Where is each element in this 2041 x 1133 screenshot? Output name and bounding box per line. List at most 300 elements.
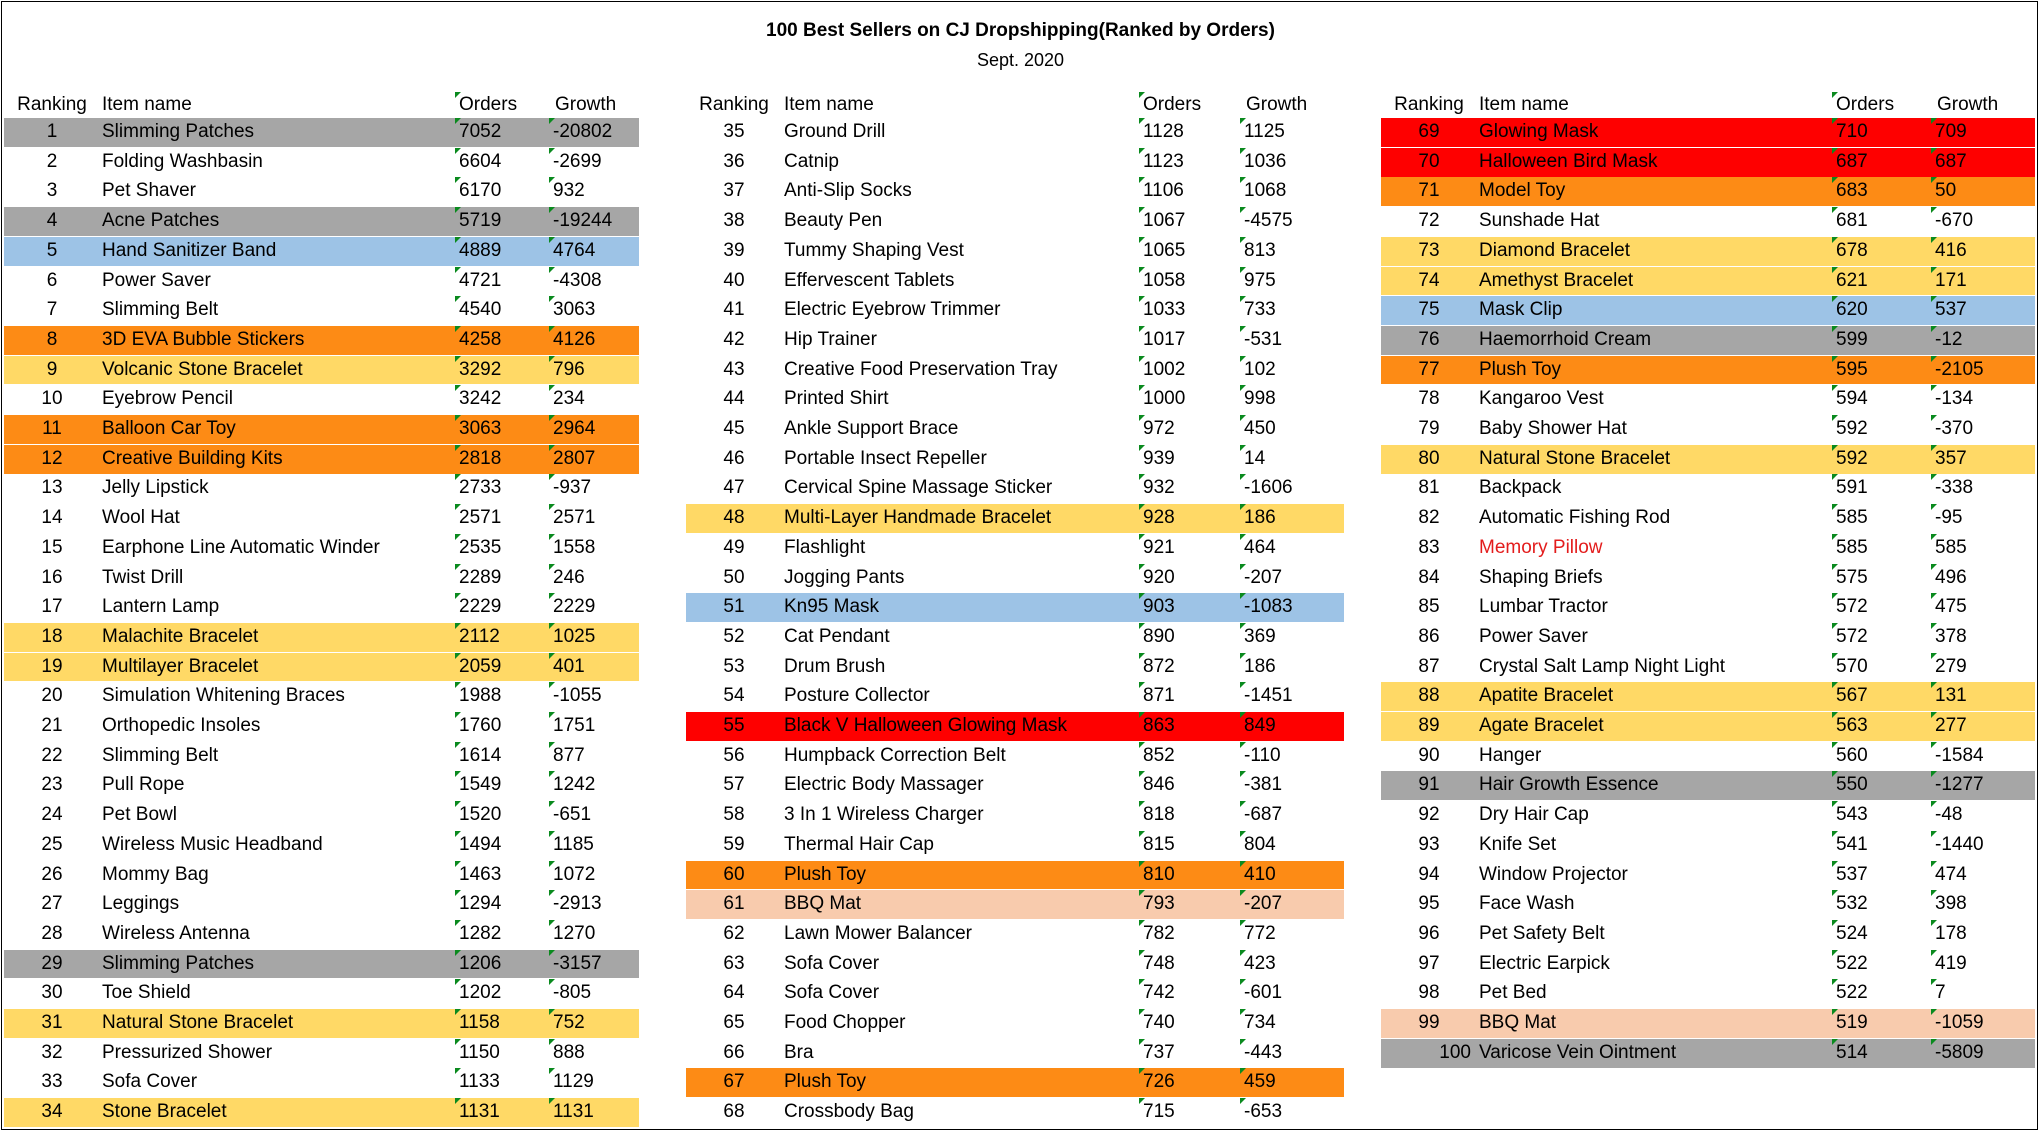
rank-cell: 30 <box>41 982 63 1004</box>
growth-cell <box>1931 653 2035 682</box>
growth-value: 2571 <box>553 507 596 529</box>
orders-cell <box>1832 623 1931 652</box>
orders-value: 890 <box>1143 625 1175 647</box>
growth-value: 369 <box>1244 625 1276 647</box>
growth-value: 459 <box>1244 1071 1276 1093</box>
cell-marker-icon <box>1832 593 1838 599</box>
orders-value: 793 <box>1143 893 1175 915</box>
orders-cell <box>1832 831 1931 860</box>
orders-value: 1123 <box>1143 150 1184 172</box>
orders-cell <box>1832 474 1931 503</box>
cell-marker-icon <box>1139 920 1145 926</box>
header-item: Item name <box>784 94 874 115</box>
table-row <box>4 890 639 919</box>
growth-cell <box>549 415 639 444</box>
cell-marker-icon <box>549 207 555 213</box>
growth-cell <box>549 623 639 652</box>
cell-marker-icon <box>1832 385 1838 391</box>
orders-cell <box>1139 1009 1240 1038</box>
orders-value: 550 <box>1836 774 1868 796</box>
cell-marker-icon <box>549 593 555 599</box>
orders-value: 678 <box>1836 239 1868 261</box>
orders-value: 595 <box>1836 358 1868 380</box>
growth-value: 537 <box>1935 299 1967 321</box>
header-orders: Orders <box>455 92 549 118</box>
table-row <box>686 267 1344 296</box>
growth-value: -443 <box>1244 1041 1283 1063</box>
cell-marker-icon <box>455 356 461 362</box>
rank-cell: 57 <box>723 774 745 796</box>
header-growth: Growth <box>1246 94 1308 115</box>
table-row <box>686 356 1344 385</box>
growth-cell <box>1931 148 2035 177</box>
item-name-cell: Apatite Bracelet <box>1479 685 1614 707</box>
orders-cell <box>1139 267 1240 296</box>
cell-marker-icon <box>455 118 461 124</box>
table-row <box>4 979 639 1008</box>
cell-marker-icon <box>1240 1068 1246 1074</box>
table-row <box>4 445 639 474</box>
growth-value: 1068 <box>1244 180 1287 202</box>
growth-value: 279 <box>1935 655 1967 677</box>
rank-cell: 51 <box>723 596 745 618</box>
rank-cell: 42 <box>723 328 745 350</box>
cell-marker-icon <box>1139 564 1145 570</box>
cell-marker-icon <box>1931 950 1937 956</box>
cell-marker-icon <box>549 445 555 451</box>
growth-cell <box>1240 1098 1344 1127</box>
table-row <box>686 623 1344 652</box>
cell-marker-icon <box>1931 742 1937 748</box>
orders-value: 567 <box>1836 685 1868 707</box>
orders-cell <box>1139 118 1240 147</box>
cell-marker-icon <box>549 623 555 629</box>
table-row <box>1381 237 2035 266</box>
cell-marker-icon <box>1139 1098 1145 1104</box>
cell-marker-icon <box>1139 267 1145 273</box>
orders-cell <box>1832 356 1931 385</box>
table-row <box>686 177 1344 206</box>
cell-marker-icon <box>549 474 555 480</box>
orders-cell <box>1832 534 1931 563</box>
cell-marker-icon <box>1931 771 1937 777</box>
growth-cell <box>1240 920 1344 949</box>
cell-marker-icon <box>1931 385 1937 391</box>
cell-marker-icon <box>1240 979 1246 985</box>
rank-cell: 56 <box>723 744 745 766</box>
growth-cell <box>1931 831 2035 860</box>
growth-value: -531 <box>1244 328 1283 350</box>
rank-cell: 4 <box>46 210 58 232</box>
item-name-cell: Sofa Cover <box>784 982 880 1004</box>
cell-marker-icon <box>455 920 461 926</box>
cell-marker-icon <box>1139 801 1145 807</box>
rank-cell: 35 <box>723 121 745 142</box>
table-row <box>1381 356 2035 385</box>
item-name-cell: Baby Shower Hat <box>1479 418 1627 439</box>
orders-value: 575 <box>1836 566 1868 588</box>
table-row <box>4 801 639 830</box>
orders-cell <box>455 682 549 711</box>
growth-value: -381 <box>1244 774 1283 796</box>
rank-cell: 89 <box>1418 715 1440 736</box>
item-name-cell: Crossbody Bag <box>784 1101 914 1123</box>
header-orders: Orders <box>1139 92 1240 118</box>
table-row <box>686 326 1344 355</box>
item-name-cell: Cat Pendant <box>784 625 890 647</box>
orders-value: 2571 <box>459 507 502 529</box>
rank-cell: 32 <box>41 1041 63 1063</box>
orders-cell <box>1832 1039 1931 1068</box>
cell-marker-icon <box>549 1039 555 1045</box>
growth-value: -110 <box>1244 744 1281 766</box>
orders-value: 1206 <box>459 952 502 974</box>
cell-marker-icon <box>1139 979 1145 985</box>
item-name-cell: Multi-Layer Handmade Bracelet <box>784 507 1052 529</box>
growth-cell <box>549 653 639 682</box>
cell-marker-icon <box>549 237 555 243</box>
growth-value: 419 <box>1935 952 1967 974</box>
growth-cell <box>1240 742 1344 771</box>
cell-marker-icon <box>455 742 461 748</box>
cell-marker-icon <box>1240 415 1246 421</box>
cell-marker-icon <box>549 682 555 688</box>
table-row <box>4 682 639 711</box>
item-name-cell: Hand Sanitizer Band <box>102 239 277 261</box>
orders-cell <box>1139 920 1240 949</box>
cell-marker-icon <box>1832 623 1838 629</box>
orders-cell <box>1139 742 1240 771</box>
table-row <box>1381 118 2035 147</box>
orders-value: 740 <box>1143 1012 1175 1033</box>
growth-cell <box>1931 801 2035 830</box>
rank-cell: 22 <box>41 744 63 766</box>
rank-cell: 46 <box>723 447 745 469</box>
cell-marker-icon <box>455 950 461 956</box>
orders-value: 1065 <box>1143 239 1186 261</box>
cell-marker-icon <box>549 326 555 332</box>
item-name-cell: Plush Toy <box>784 1071 867 1093</box>
header-growth: Growth <box>1937 94 1999 115</box>
orders-value: 594 <box>1836 388 1868 410</box>
cell-marker-icon <box>1832 415 1838 421</box>
orders-value: 2059 <box>459 655 502 677</box>
orders-value: 570 <box>1836 655 1868 677</box>
rank-cell: 49 <box>723 536 745 558</box>
table-row <box>4 177 639 206</box>
header-growth: Growth <box>555 94 617 115</box>
rank-cell: 21 <box>41 715 63 736</box>
item-name-cell: Effervescent Tablets <box>784 269 955 291</box>
orders-value: 543 <box>1836 804 1868 826</box>
growth-cell <box>1240 326 1344 355</box>
item-name-cell: Twist Drill <box>102 566 184 588</box>
growth-value: 888 <box>553 1041 585 1063</box>
cell-marker-icon <box>1832 1009 1838 1015</box>
cell-marker-icon <box>455 445 461 451</box>
table-row <box>1381 742 2035 771</box>
cell-marker-icon <box>1240 623 1246 629</box>
cell-marker-icon <box>455 564 461 570</box>
item-name-cell: Memory Pillow <box>1479 536 1603 558</box>
item-name-cell: Volcanic Stone Bracelet <box>102 358 303 380</box>
cell-marker-icon <box>1832 326 1838 332</box>
rank-cell: 36 <box>723 150 745 172</box>
table-row <box>686 801 1344 830</box>
growth-cell <box>1240 682 1344 711</box>
item-name-cell: Power Saver <box>102 269 211 291</box>
growth-value: -19244 <box>553 210 613 232</box>
cell-marker-icon <box>1240 950 1246 956</box>
comment-marker-icon <box>455 92 461 98</box>
orders-cell <box>1832 237 1931 266</box>
growth-cell <box>549 385 639 414</box>
growth-cell <box>549 445 639 474</box>
orders-cell <box>455 267 549 296</box>
cell-marker-icon <box>455 831 461 837</box>
item-name-cell: Hair Growth Essence <box>1479 774 1659 796</box>
cell-marker-icon <box>455 1009 461 1015</box>
rank-cell: 59 <box>723 833 745 855</box>
orders-cell <box>1139 326 1240 355</box>
item-name-cell: Sunshade Hat <box>1479 210 1600 232</box>
growth-cell <box>549 1068 639 1097</box>
orders-value: 683 <box>1836 180 1868 202</box>
table-row <box>686 207 1344 236</box>
orders-value: 620 <box>1836 299 1868 321</box>
orders-cell <box>1139 1039 1240 1068</box>
cell-marker-icon <box>1931 564 1937 570</box>
cell-marker-icon <box>1139 118 1145 124</box>
growth-cell <box>549 712 639 741</box>
item-name-cell: Multilayer Bracelet <box>102 655 259 677</box>
cell-marker-icon <box>1240 682 1246 688</box>
growth-cell <box>549 564 639 593</box>
rank-cell: 7 <box>46 299 58 321</box>
cell-marker-icon <box>549 742 555 748</box>
table-row <box>4 1068 639 1097</box>
rank-cell: 19 <box>41 655 63 677</box>
orders-value: 1494 <box>459 833 502 855</box>
orders-value: 1106 <box>1143 180 1184 202</box>
table-row <box>4 831 639 860</box>
orders-cell <box>455 118 549 147</box>
cell-marker-icon <box>1240 237 1246 243</box>
orders-cell <box>455 356 549 385</box>
cell-marker-icon <box>1139 296 1145 302</box>
growth-cell <box>1240 504 1344 533</box>
item-name-cell: Halloween Bird Mask <box>1479 150 1658 172</box>
growth-value: -207 <box>1244 893 1283 915</box>
item-name-cell: Earphone Line Automatic Winder <box>102 536 380 558</box>
cell-marker-icon <box>549 356 555 362</box>
growth-value: 474 <box>1935 863 1967 885</box>
growth-value: -670 <box>1935 210 1974 232</box>
cell-marker-icon <box>1240 445 1246 451</box>
item-name-cell: Flashlight <box>784 536 866 558</box>
cell-marker-icon <box>549 415 555 421</box>
growth-value: -134 <box>1935 388 1974 410</box>
cell-marker-icon <box>1832 296 1838 302</box>
cell-marker-icon <box>1931 296 1937 302</box>
orders-cell <box>1139 979 1240 1008</box>
cell-marker-icon <box>1240 1009 1246 1015</box>
rank-cell: 2 <box>46 150 58 172</box>
growth-cell <box>1931 296 2035 325</box>
cell-marker-icon <box>1931 118 1937 124</box>
item-name-cell: Kangaroo Vest <box>1479 388 1604 410</box>
growth-value: -601 <box>1244 982 1283 1004</box>
orders-value: 818 <box>1143 804 1175 826</box>
orders-value: 537 <box>1836 863 1868 885</box>
orders-cell <box>1832 653 1931 682</box>
table-row <box>1381 920 2035 949</box>
growth-value: -48 <box>1935 804 1963 826</box>
growth-value: -1083 <box>1244 596 1293 618</box>
orders-cell <box>455 1098 549 1127</box>
cell-marker-icon <box>1931 356 1937 362</box>
table-row <box>686 861 1344 890</box>
orders-value: 782 <box>1143 922 1175 944</box>
growth-cell <box>1240 771 1344 800</box>
orders-cell <box>1139 861 1240 890</box>
orders-cell <box>1139 385 1240 414</box>
cell-marker-icon <box>549 385 555 391</box>
orders-cell <box>1139 801 1240 830</box>
growth-cell <box>1240 593 1344 622</box>
growth-value: 849 <box>1244 715 1276 736</box>
orders-cell <box>1139 831 1240 860</box>
table-row <box>4 920 639 949</box>
cell-marker-icon <box>455 326 461 332</box>
orders-value: 1002 <box>1143 358 1186 380</box>
item-name-cell: Mommy Bag <box>102 863 209 885</box>
orders-value: 541 <box>1836 833 1868 855</box>
growth-value: -5809 <box>1935 1041 1984 1063</box>
orders-cell <box>455 861 549 890</box>
cell-marker-icon <box>1139 623 1145 629</box>
item-name-cell: Jelly Lipstick <box>102 477 209 499</box>
table-row <box>1381 385 2035 414</box>
item-name-cell: Orthopedic Insoles <box>102 715 261 736</box>
orders-value: 7052 <box>459 121 502 142</box>
cell-marker-icon <box>1832 118 1838 124</box>
growth-value: 7 <box>1935 982 1946 1004</box>
rank-cell: 72 <box>1418 210 1440 232</box>
table-row <box>686 712 1344 741</box>
growth-cell <box>1240 267 1344 296</box>
item-name-cell: Sofa Cover <box>102 1071 198 1093</box>
orders-cell <box>1139 653 1240 682</box>
growth-value: 796 <box>553 358 585 380</box>
growth-value: -95 <box>1935 507 1963 529</box>
orders-value: 591 <box>1836 477 1868 499</box>
item-name-cell: Power Saver <box>1479 625 1588 647</box>
growth-cell <box>549 1098 639 1127</box>
growth-value: 1131 <box>553 1101 594 1123</box>
growth-cell <box>1240 356 1344 385</box>
rank-cell: 13 <box>41 477 63 499</box>
orders-cell <box>1832 148 1931 177</box>
growth-value: 975 <box>1244 269 1276 291</box>
table-row <box>1381 296 2035 325</box>
orders-cell <box>1832 385 1931 414</box>
table-row <box>4 771 639 800</box>
cell-marker-icon <box>549 979 555 985</box>
cell-marker-icon <box>455 474 461 480</box>
table-row <box>1381 890 2035 919</box>
rank-cell: 96 <box>1418 922 1440 944</box>
cell-marker-icon <box>1832 445 1838 451</box>
growth-cell <box>549 861 639 890</box>
table-row <box>686 1039 1344 1068</box>
growth-value: 2229 <box>553 596 596 618</box>
table-row <box>686 979 1344 1008</box>
growth-cell <box>549 979 639 1008</box>
header-item: Item name <box>1479 94 1569 115</box>
table-row <box>4 237 639 266</box>
rank-cell: 40 <box>723 269 745 291</box>
orders-cell <box>1139 148 1240 177</box>
orders-cell <box>455 564 549 593</box>
cell-marker-icon <box>1139 415 1145 421</box>
table-row <box>1381 801 2035 830</box>
orders-cell <box>455 771 549 800</box>
table-row <box>4 1039 639 1068</box>
orders-value: 1133 <box>459 1071 500 1093</box>
cell-marker-icon <box>455 534 461 540</box>
orders-cell <box>455 385 549 414</box>
orders-value: 852 <box>1143 744 1175 766</box>
cell-marker-icon <box>1240 801 1246 807</box>
growth-cell <box>1240 118 1344 147</box>
growth-cell <box>1240 653 1344 682</box>
item-name-cell: Malachite Bracelet <box>102 625 259 647</box>
orders-cell <box>455 415 549 444</box>
table-row <box>686 504 1344 533</box>
orders-value: 2818 <box>459 447 502 469</box>
rank-cell: 70 <box>1418 150 1440 172</box>
rank-cell: 25 <box>41 833 63 855</box>
cell-marker-icon <box>1240 177 1246 183</box>
cell-marker-icon <box>1240 920 1246 926</box>
orders-cell <box>1832 445 1931 474</box>
cell-marker-icon <box>1931 1039 1937 1045</box>
cell-marker-icon <box>549 296 555 302</box>
growth-value: 2964 <box>553 418 596 439</box>
orders-cell <box>1139 445 1240 474</box>
item-name-cell: Anti-Slip Socks <box>784 180 912 202</box>
item-name-cell: Eyebrow Pencil <box>102 388 233 410</box>
rank-cell: 76 <box>1418 328 1440 350</box>
comment-marker-icon <box>1139 92 1145 98</box>
growth-cell <box>1931 237 2035 266</box>
growth-cell <box>549 920 639 949</box>
cell-marker-icon <box>1240 326 1246 332</box>
cell-marker-icon <box>455 237 461 243</box>
growth-value: -1440 <box>1935 833 1984 855</box>
orders-value: 6604 <box>459 150 502 172</box>
orders-value: 524 <box>1836 922 1868 944</box>
cell-marker-icon <box>1832 474 1838 480</box>
table-row <box>686 593 1344 622</box>
cell-marker-icon <box>1832 237 1838 243</box>
orders-value: 1614 <box>459 744 502 766</box>
item-name-cell: Catnip <box>784 150 839 172</box>
table-row <box>686 564 1344 593</box>
growth-cell <box>549 148 639 177</box>
rank-cell: 3 <box>46 180 58 202</box>
